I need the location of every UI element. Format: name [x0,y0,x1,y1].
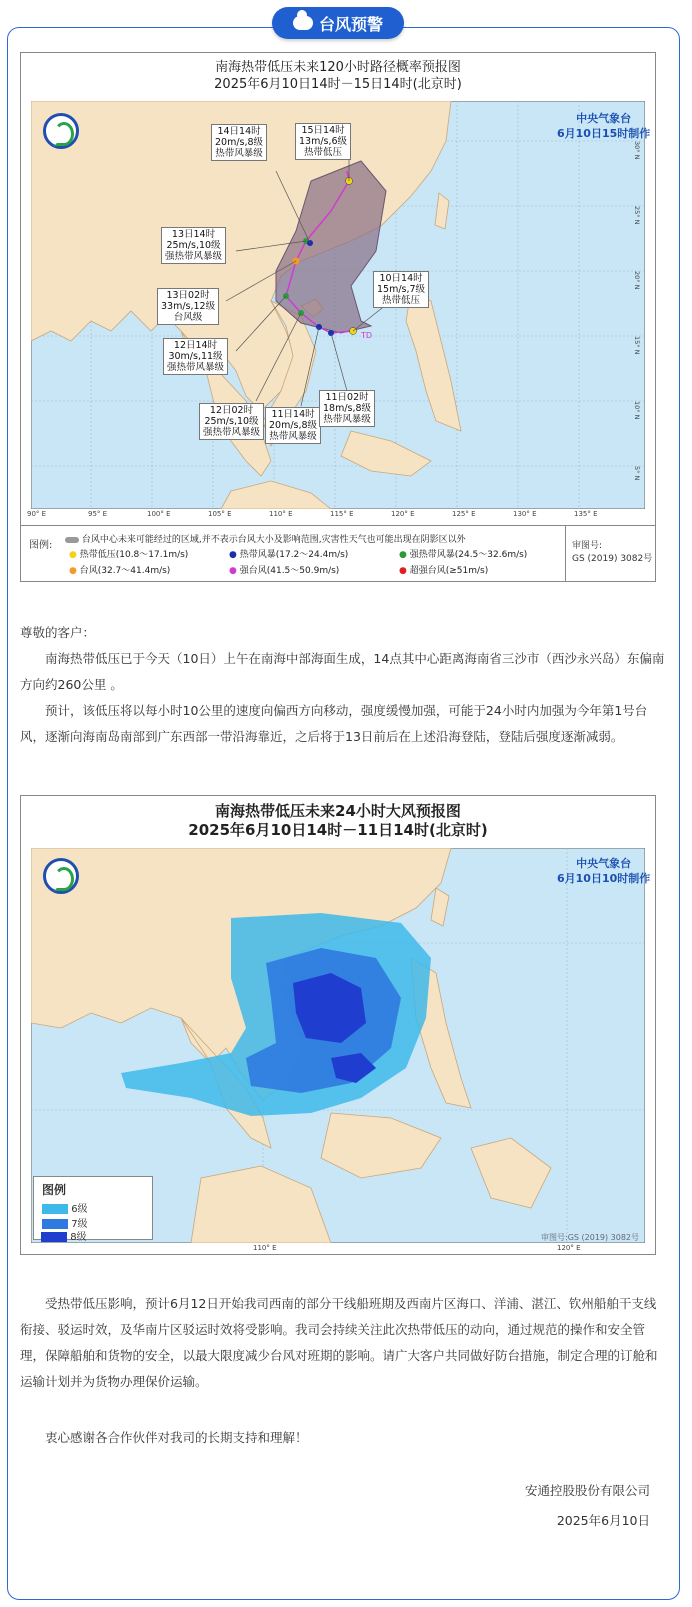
legend-item-8: 8级 [41,1228,87,1243]
cloud-icon [293,16,313,30]
legend-item: ● 热带风暴(17.2～24.4m/s) [229,550,349,560]
legend-item: ● 强台风(41.5～50.9m/s) [229,566,340,576]
legend-item: ● 强热带风暴(24.5～32.6m/s) [399,550,528,560]
map2-watermark: 审图号:GS (2019) 3082号 [541,1233,640,1242]
point-label-12d14: 12日14时 30m/s,11级 强热带风暴级 [163,338,228,375]
point-label-13d02: 13日02时 33m/s,12级 台风级 [157,288,219,325]
notice-text-1 [20,620,668,750]
point-label-13d14: 13日14时 25m/s,10级 强热带风暴级 [161,227,226,264]
legend-item: ● 热带低压(10.8～17.1m/s) [69,550,189,560]
td-mark: TD [361,331,373,340]
signature [525,1476,650,1536]
paragraph-forecast: 预计，该低压将以每小时10公里的速度向偏西方向移动，强度缓慢加强，可能于24小时内加强为今年第1号台风，逐渐向海南岛南部到广东西部一带沿海靠近，之后将于13日前后在上述沿海登陆，登陆后强度逐渐减弱。 [20,703,648,744]
legend-item: ● 超强台风(≥51m/s) [399,566,489,576]
map1-agency: 中央气象台 [576,112,632,125]
review-number: GS (2019) 3082号 [572,554,653,564]
map1-subtitle: 2025年6月10日14时－15日14时(北京时) [214,77,462,92]
review-label: 审图号: [572,541,603,551]
point-label-10d14: 10日14时 15m/s,7级 热带低压 [373,271,429,308]
legend-item-6: 6级 [42,1200,144,1215]
map2-title: 南海热带低压未来24小时大风预报图 [215,802,461,820]
map1-made: 6月10日15时制作 [557,127,651,140]
cone-swatch-icon [65,537,79,543]
map2-made: 6月10日10时制作 [557,872,651,885]
paragraph-impact: 受热带低压影响，预计6月12日开始我司西南的部分干线船班期及西南片区海口、洋浦、湛江、钦州船舶干支线衔接、驳运时效，及华南片区驳运时效将受影响。我司会持续关注此次热带低压的动向，通过规范的操作和安全管理，保障船舶和货物的安全，以最大限度减少台风对班期的影响。请广大客户共同做好防台措施，制定合理的订舱和运输计划并为货物办理保价运输。 [20,1296,658,1389]
legend-item-7: 7级 [42,1215,144,1230]
map1-lon-ticks: 90° E 95° E 100° E 105° E 110° E 115° E 120° E 125° E 130° E 135° E [27,510,598,518]
track-forecast-map [20,52,656,582]
map2-subtitle: 2025年6月10日14时－11日14时(北京时) [188,821,488,839]
legend-title: 图例 [42,1183,67,1197]
map1-title: 南海热带低压未来120小时路径概率预报图 [215,60,461,75]
greeting: 尊敬的客户： [20,625,96,640]
map2-stamp [557,856,650,886]
point-label-11d02: 11日02时 18m/s,8级 热带风暴级 [319,390,375,427]
cma-logo [43,113,79,149]
notice-text-2 [20,1291,668,1395]
point-label-15d14: 15日14时 13m/s,6级 热带低压 [295,123,351,160]
legend-item: ● 台风(32.7～41.4m/s) [69,566,171,576]
gale-forecast-map: 南海热带低压未来24小时大风预报图 2025年6月10日14时－11日14时(北京时) 中央气象台 6月10日10时制作 图例 6级 7级 8级 审图号:GS (2019) 3082号 110° E 120° E [20,795,656,1255]
cma-logo [43,858,79,894]
map1-canvas [31,101,645,509]
notice-text-3 [20,1425,668,1451]
map2-agency: 中央气象台 [576,857,632,870]
header-title: 台风预警 [318,14,383,34]
header-badge [272,7,404,39]
map1-lat-ticks: 30° N 25° N 20° N 15° N 10° N 5° N [633,141,641,481]
paragraph-formation: 南海热带低压已于今天（10日）上午在南海中部海面生成，14点其中心距离海南省三沙市（西沙永兴岛）东偏南方向约260公里 。 [20,651,665,692]
point-label-14d14: 14日14时 20m/s,8级 热带风暴级 [211,124,267,161]
paragraph-thanks: 衷心感谢各合作伙伴对我司的长期支持和理解！ [45,1430,308,1445]
point-label-12d02: 12日02时 25m/s,10级 强热带风暴级 [199,403,264,440]
legend-label: 图例: [29,540,53,551]
legend-desc: 台风中心未来可能经过的区域,并不表示台风大小及影响范围,灾害性天气也可能出现在阴影区以外 [81,535,466,545]
point-label-11d14: 11日14时 20m/s,8级 热带风暴级 [265,407,321,444]
company-name: 安通控股股份有限公司 [524,1483,650,1498]
map1-legend [21,525,655,582]
notice-date: 2025年6月10日 [556,1513,650,1528]
